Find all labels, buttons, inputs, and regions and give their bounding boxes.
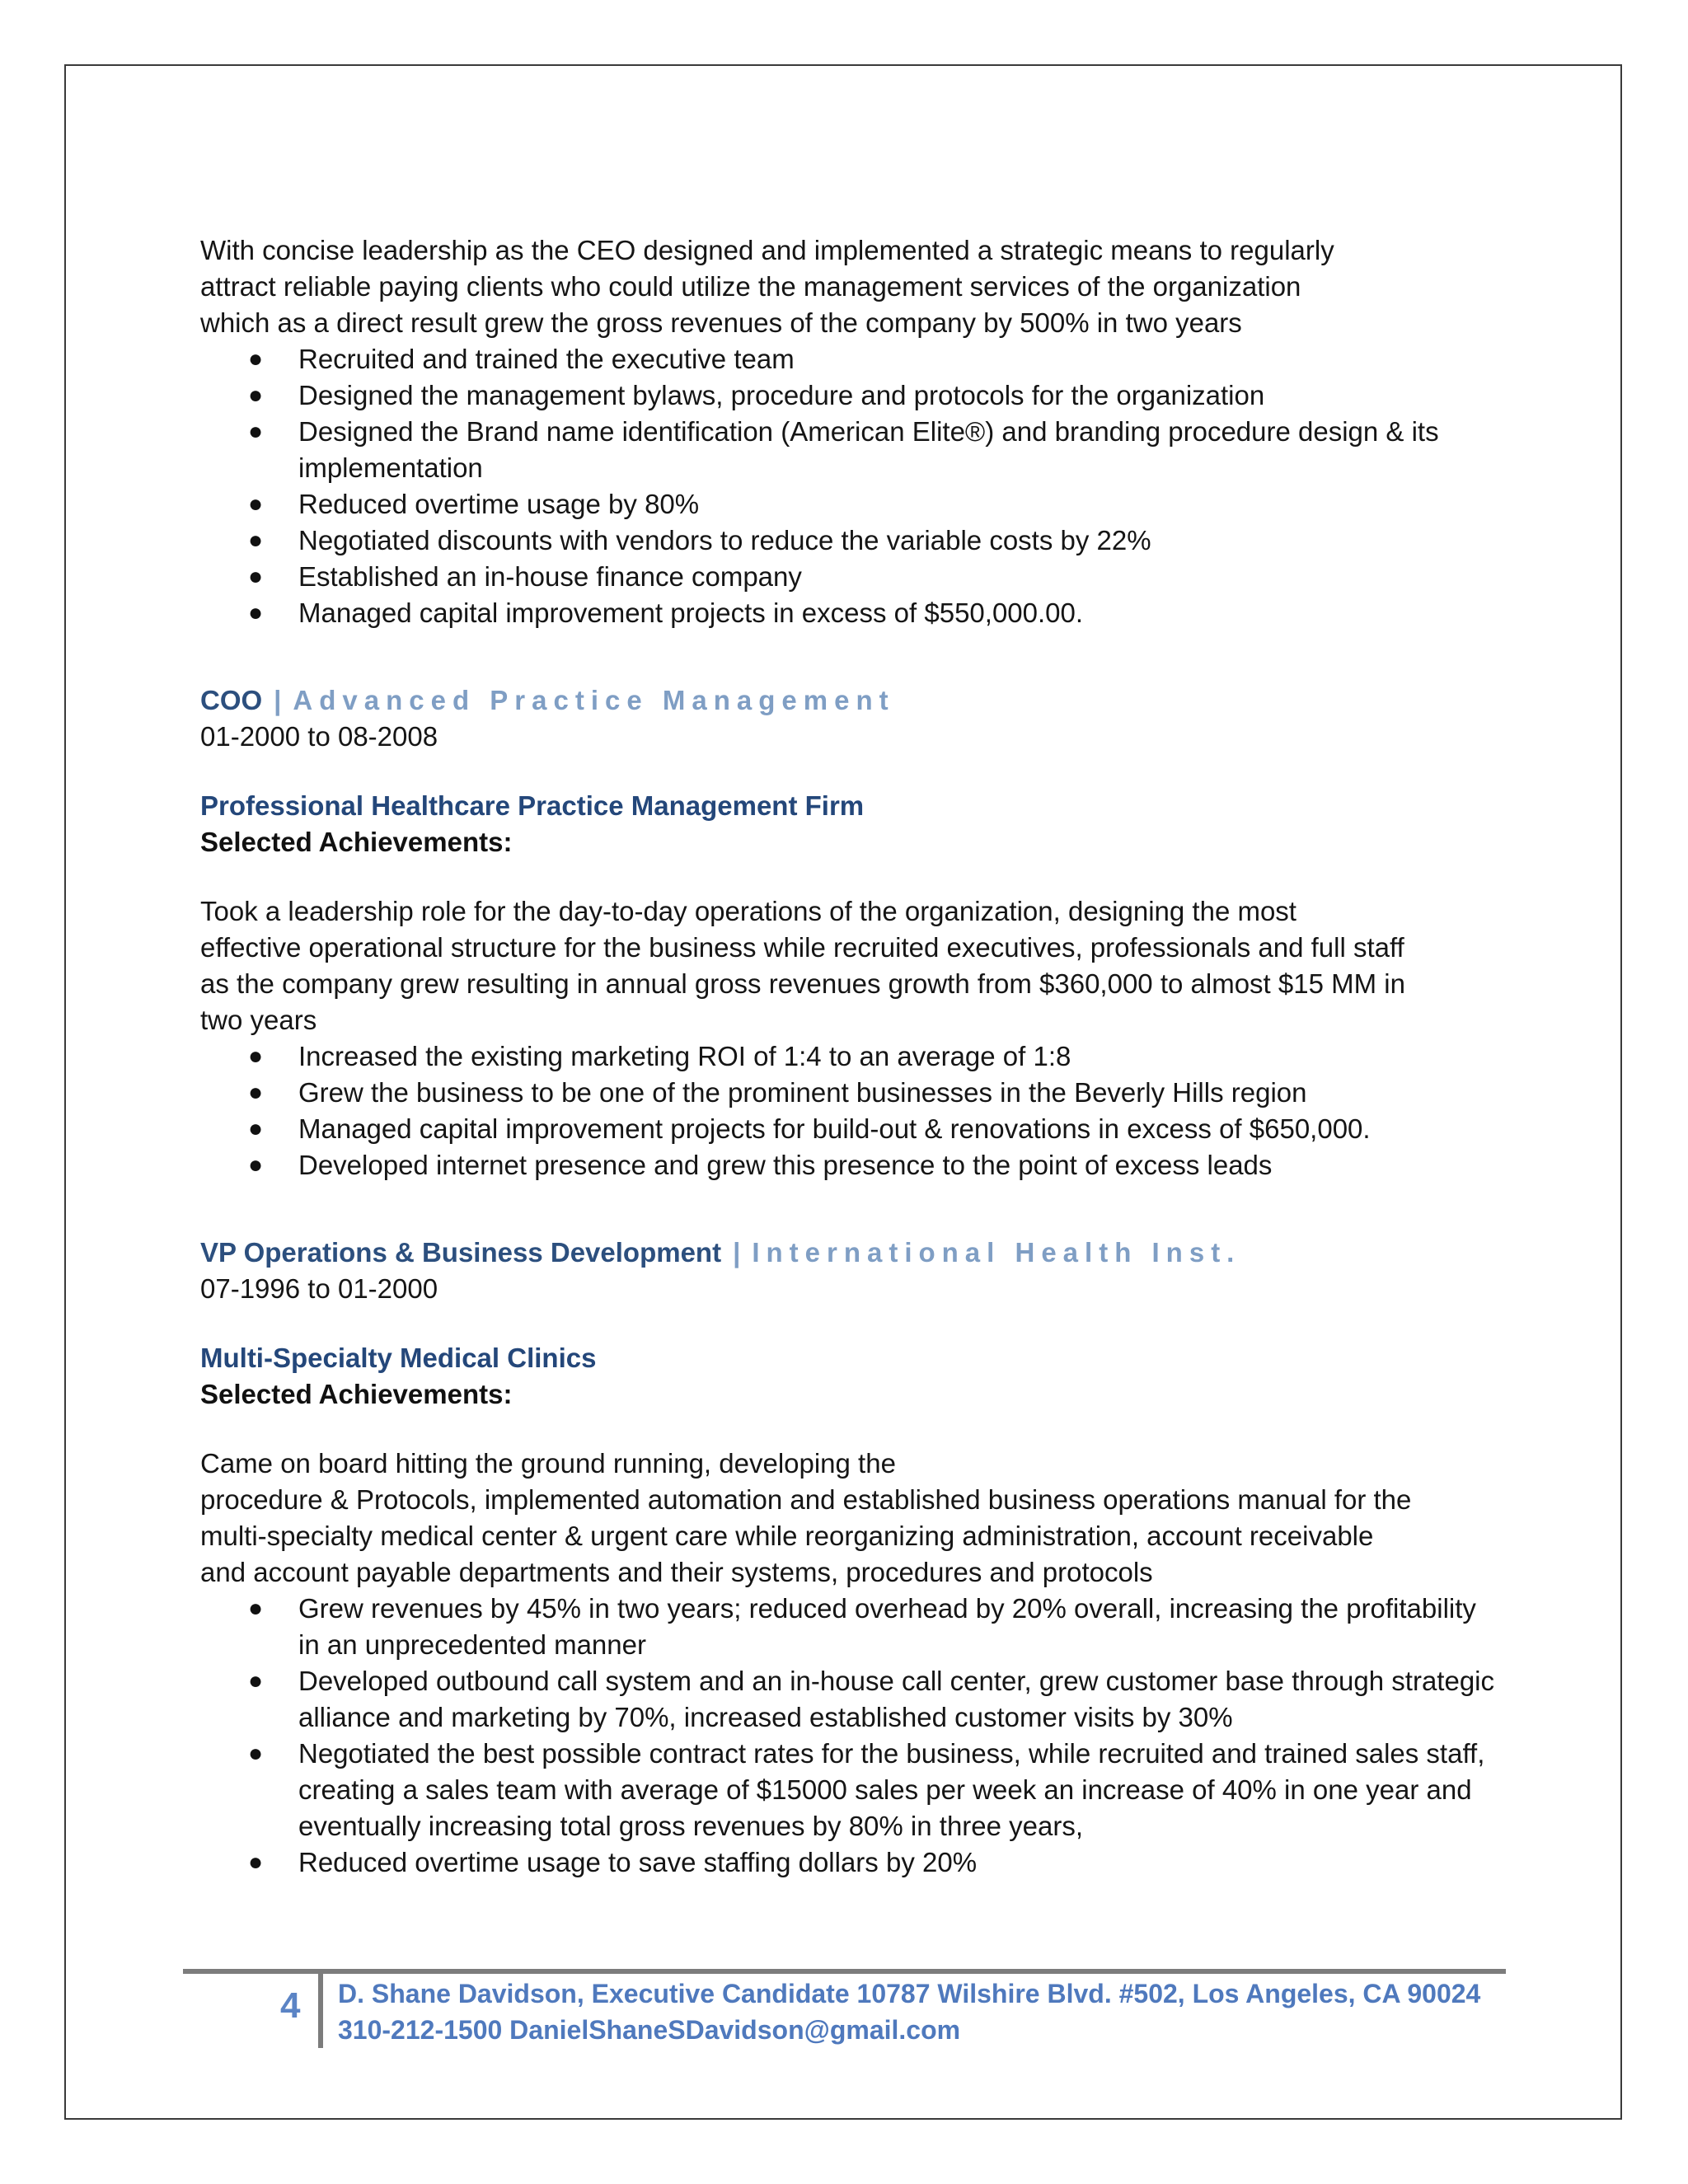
job-company: International Health Inst. bbox=[752, 1237, 1241, 1268]
bullet-icon: ● bbox=[248, 1043, 264, 1070]
bullet-text: Established an in-house finance company bbox=[298, 561, 802, 592]
bullet-text: Increased the existing marketing ROI of 1:4 to an average of 1:8 bbox=[298, 1041, 1071, 1071]
bullet-icon: ● bbox=[248, 599, 264, 626]
bullet-icon: ● bbox=[248, 1595, 264, 1622]
list-item bbox=[200, 377, 1494, 414]
summary-line: effective operational structure for the business while recruited executives, professionals and full staff bbox=[200, 932, 1404, 963]
list-item bbox=[200, 1147, 1494, 1183]
org-name: Multi-Specialty Medical Clinics bbox=[200, 1343, 597, 1373]
list-item bbox=[200, 486, 1494, 523]
summary-line: Took a leadership role for the day-to-day operations of the organization, designing the most bbox=[200, 896, 1296, 926]
bullet-icon: ● bbox=[248, 1740, 264, 1767]
list-item bbox=[200, 341, 1494, 377]
job-dates: 01-2000 to 08-2008 bbox=[200, 721, 438, 752]
footer-divider bbox=[183, 1969, 1506, 1974]
job-summary bbox=[200, 1446, 1494, 1591]
bullet-text: Designed the management bylaws, procedure and protocols for the organization bbox=[298, 380, 1265, 410]
list-item bbox=[200, 1736, 1494, 1844]
intro-line: attract reliable paying clients who could utilize the management services of the organization bbox=[200, 271, 1301, 302]
job-heading bbox=[200, 1235, 1494, 1271]
bullet-icon: ● bbox=[248, 527, 264, 554]
job-separator: | bbox=[733, 1237, 741, 1268]
bullet-text: Negotiated the best possible contract rates for the business, while recruited and trained sales staff, creating a sales team with average of $15000 sales per week an increase of 40% in one year and eventually increasing total gross revenues by 80% in three years, bbox=[298, 1738, 1485, 1841]
bullet-text: Managed capital improvement projects for build-out & renovations in excess of $650,000. bbox=[298, 1113, 1371, 1144]
list-item bbox=[200, 1075, 1494, 1111]
list-item bbox=[200, 1111, 1494, 1147]
achievements-label: Selected Achievements: bbox=[200, 827, 513, 857]
org-name: Professional Healthcare Practice Management Firm bbox=[200, 790, 865, 821]
list-item bbox=[200, 1844, 1494, 1881]
bullet-icon: ● bbox=[248, 490, 264, 518]
bullet-text: Reduced overtime usage to save staffing dollars by 20% bbox=[298, 1847, 978, 1877]
list-item bbox=[200, 1591, 1494, 1663]
page-number: 4 bbox=[280, 1985, 301, 2026]
summary-line: procedure & Protocols, implemented automation and established business operations manual for the bbox=[200, 1484, 1412, 1515]
bullet-icon: ● bbox=[248, 1115, 264, 1142]
bullet-text: Developed outbound call system and an in-house call center, grew customer base through strategic alliance and marketing by 70%, increased established customer visits by 30% bbox=[298, 1666, 1495, 1732]
intro-line: With concise leadership as the CEO designed and implemented a strategic means to regularly bbox=[200, 235, 1334, 265]
bullet-text: Developed internet presence and grew this presence to the point of excess leads bbox=[298, 1150, 1273, 1180]
bullet-icon: ● bbox=[248, 1151, 264, 1179]
bullet-icon: ● bbox=[248, 1849, 264, 1876]
footer-address: D. Shane Davidson, Executive Candidate 10787 Wilshire Blvd. #502, Los Angeles, CA 90024 bbox=[338, 1979, 1481, 2008]
list-item bbox=[200, 1663, 1494, 1736]
intro-bullet-list bbox=[200, 341, 1494, 631]
bullet-icon: ● bbox=[248, 563, 264, 590]
summary-line: two years bbox=[200, 1005, 317, 1035]
summary-line: as the company grew resulting in annual gross revenues growth from $360,000 to almost $15 MM in bbox=[200, 968, 1405, 999]
job-separator: | bbox=[274, 685, 282, 715]
job-company: Advanced Practice Management bbox=[293, 685, 895, 715]
job-title: VP Operations & Business Development bbox=[200, 1237, 722, 1268]
bullet-icon: ● bbox=[248, 418, 264, 445]
summary-line: and account payable departments and their systems, procedures and protocols bbox=[200, 1557, 1153, 1587]
bullet-text: Recruited and trained the executive team bbox=[298, 344, 795, 374]
job-heading bbox=[200, 682, 1494, 719]
job-dates: 07-1996 to 01-2000 bbox=[200, 1273, 438, 1304]
job-bullet-list bbox=[200, 1591, 1494, 1881]
intro-line: which as a direct result grew the gross revenues of the company by 500% in two years bbox=[200, 307, 1242, 338]
footer-phone-email: 310-212-1500 DanielShaneSDavidson@gmail.com bbox=[338, 2015, 961, 2045]
list-item bbox=[200, 559, 1494, 595]
bullet-text: Managed capital improvement projects in excess of $550,000.00. bbox=[298, 598, 1084, 628]
bullet-text: Grew revenues by 45% in two years; reduced overhead by 20% overall, increasing the profitability in an unprecedented manner bbox=[298, 1593, 1476, 1660]
job-bullet-list bbox=[200, 1038, 1494, 1183]
bullet-text: Reduced overtime usage by 80% bbox=[298, 489, 700, 519]
summary-line: Came on board hitting the ground running, developing the bbox=[200, 1448, 896, 1479]
job-title: COO bbox=[200, 685, 263, 715]
bullet-text: Grew the business to be one of the prominent businesses in the Beverly Hills region bbox=[298, 1077, 1307, 1108]
list-item bbox=[200, 414, 1494, 486]
job-summary bbox=[200, 893, 1494, 1038]
bullet-text: Negotiated discounts with vendors to reduce the variable costs by 22% bbox=[298, 525, 1151, 555]
footer-contact bbox=[338, 1975, 1517, 2048]
bullet-icon: ● bbox=[248, 382, 264, 409]
job-coo bbox=[200, 682, 1494, 1183]
bullet-icon: ● bbox=[248, 1079, 264, 1106]
list-item bbox=[200, 1038, 1494, 1075]
intro-summary bbox=[200, 232, 1494, 341]
list-item bbox=[200, 595, 1494, 631]
achievements-label: Selected Achievements: bbox=[200, 1379, 513, 1409]
footer-vertical-divider bbox=[318, 1974, 323, 2048]
bullet-text: Designed the Brand name identification (American Elite®) and branding procedure design & its implementation bbox=[298, 416, 1439, 483]
list-item bbox=[200, 523, 1494, 559]
bullet-icon: ● bbox=[248, 1667, 264, 1694]
bullet-icon: ● bbox=[248, 345, 264, 373]
summary-line: multi-specialty medical center & urgent care while reorganizing administration, account receivable bbox=[200, 1521, 1374, 1551]
resume-content bbox=[200, 232, 1494, 1881]
job-vp-operations bbox=[200, 1235, 1494, 1881]
